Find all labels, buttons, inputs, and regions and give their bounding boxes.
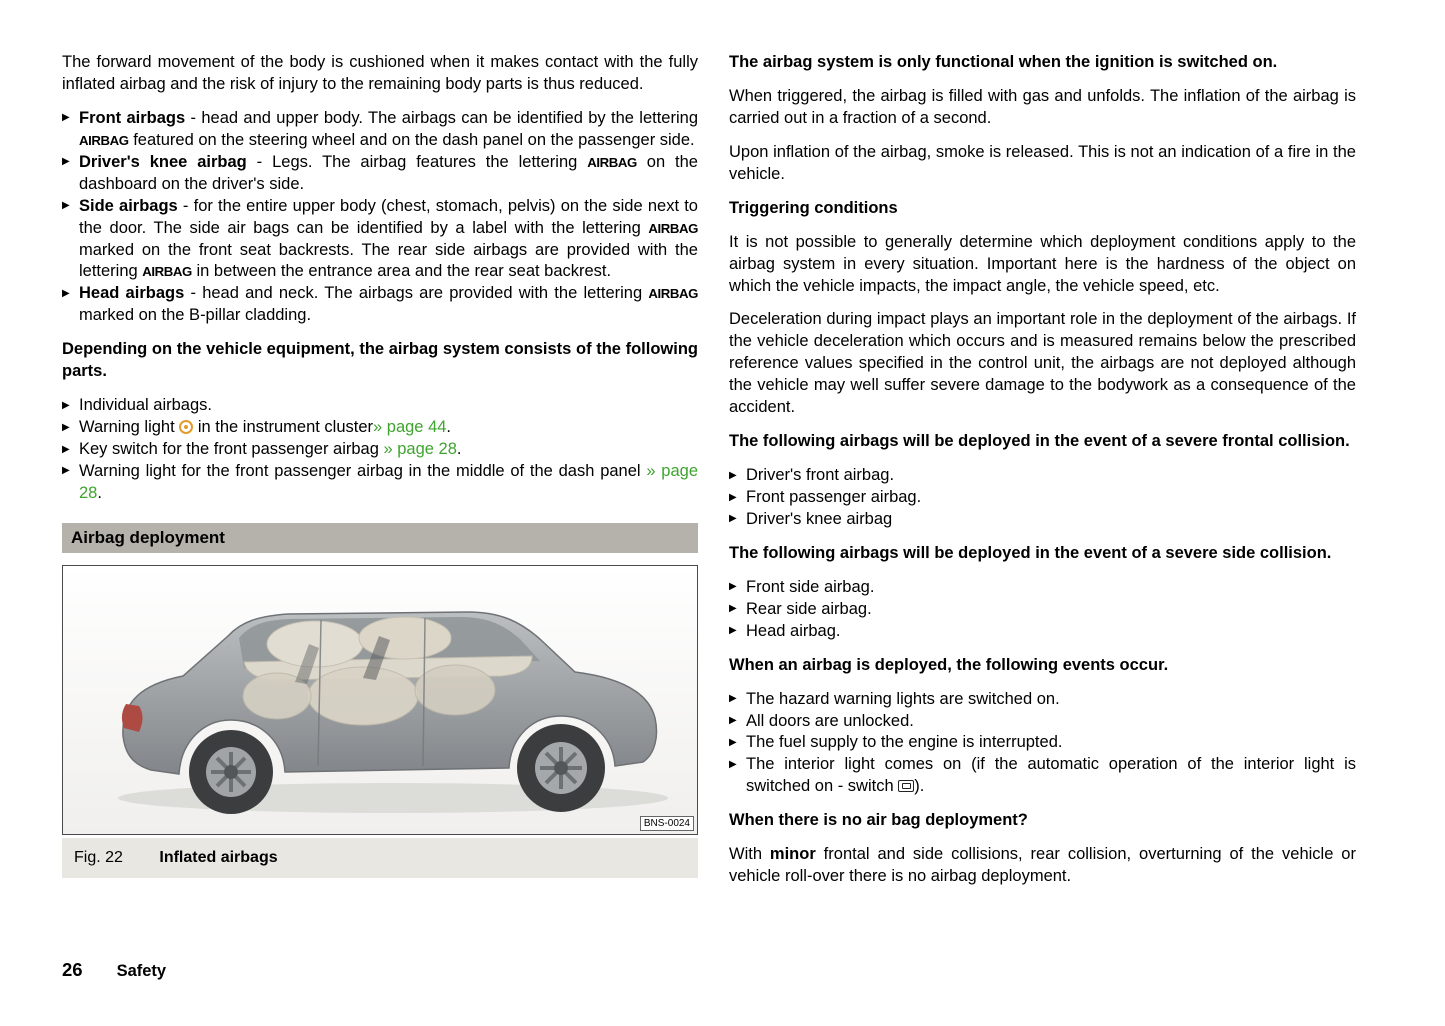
list-item-text [746,510,892,528]
paragraph-conditions: It is not possible to generally determine which deployment conditions apply to the airbag system in every situation. Important here is the hardness of the object on which the vehicle impacts, the impact angle, the vehicle speed, etc. [729,232,1356,295]
text-segment: Driver's front airbag. [746,466,895,485]
text-segment: - head and upper body. The airbags can be identified by the lettering [185,108,698,127]
list-item-text [79,197,698,281]
bullet-triangle-icon: ▶ [62,465,70,477]
text-segment: on the dashboard on the driver's side. [79,152,698,193]
list-item-text [746,600,872,618]
bullet-triangle-icon: ▶ [729,693,737,705]
list-item [62,283,698,327]
text-segment: Head airbags [79,284,185,303]
list-item [729,732,1356,754]
bullet-triangle-icon: ▶ [62,156,70,168]
bullet-triangle-icon: ▶ [729,469,737,481]
list-item-text [746,690,1060,708]
bullet-triangle-icon: ▶ [62,112,70,124]
page-number: 26 [62,959,83,980]
bullet-triangle-icon: ▶ [62,421,70,433]
text-segment: . [97,483,102,502]
text-segment: AIRBAG [142,264,192,280]
text-segment: Front side airbag. [746,577,875,596]
intro-paragraph: The forward movement of the body is cushioned when it makes contact with the fully inflated airbag and the risk of injury to the remaining body parts is thus reduced. [62,53,698,93]
list-item [729,711,1356,733]
list-item [62,152,698,196]
bullet-triangle-icon: ▶ [62,200,70,212]
left-column [62,52,698,878]
text-segment: AIRBAG [587,154,637,170]
figure-caption [62,838,698,877]
section-header-label: Airbag deployment [71,527,225,547]
list-item [62,395,698,417]
list-item [62,417,698,439]
deployment-events-heading: When an airbag is deployed, the following events occur. [729,655,1169,674]
list-item [729,577,1356,599]
page-reference-link[interactable]: » page 44 [373,418,447,437]
car-airbags-illustration [63,566,697,834]
equipment-heading: Depending on the vehicle equipment, the airbag system consists of the following parts. [62,340,698,381]
no-deployment-heading: When there is no air bag deployment? [729,811,1028,830]
list-item-text [746,578,874,596]
list-item [729,465,1356,487]
text-segment: marked on the front seat backrests. The rear side airbags are provided with the lettering [79,240,698,281]
text-segment: in between the entrance area and the rear seat backrest. [191,262,612,281]
bullet-triangle-icon: ▶ [62,287,70,299]
bullet-triangle-icon: ▶ [729,715,737,726]
text-segment: minor [769,845,816,864]
text-segment: AIRBAG [79,132,129,148]
list-item-text [79,153,698,193]
text-segment: frontal and side collisions, rear collision, overturning of the vehicle or vehicle roll-over there is no airbag deployment. [729,845,1356,886]
paragraph-deceleration: Deceleration during impact plays an important role in the deployment of the airbags. If the vehicle deceleration which occurs and is measured remains below the prescribed reference values specified in the control unit, the airbags are not deployed although the vehicle may well suffer severe damage to the bodywork as a consequence of the accident. [729,310,1356,417]
interior-light-switch-icon [898,780,914,792]
list-item-text [746,488,921,506]
text-segment: Warning light for the front passenger airbag in the middle of the dash panel [79,461,647,480]
text-segment: The interior light comes on (if the automatic operation of the interior light is switched on - switch [746,755,1356,796]
bullet-triangle-icon: ▶ [729,581,737,593]
bullet-triangle-icon: ▶ [729,513,737,525]
text-segment: AIRBAG [648,220,698,236]
paragraph-smoke: Upon inflation of the airbag, smoke is released. This is not an indication of a fire in the vehicle. [729,142,1356,183]
list-item [729,509,1356,531]
text-segment: ). [914,777,925,796]
list-item-text [79,284,698,324]
text-segment: The fuel supply to the engine is interrupted. [746,733,1063,752]
list-item-text [746,712,914,730]
text-segment: - head and neck. The airbags are provided with the lettering [184,284,649,303]
figure-number: Fig. 22 [74,849,123,867]
right-column [729,52,1356,900]
text-segment: Head airbag. [746,621,841,640]
list-item-text [746,466,894,484]
figure-title: Inflated airbags [159,849,278,867]
chapter-title: Safety [116,962,167,980]
list-item-text [79,396,212,414]
deployment-events-list [729,689,1356,799]
airbag-types-list [62,108,698,327]
frontal-collision-heading: The following airbags will be deployed in the event of a severe frontal collision. [729,432,1350,451]
bullet-triangle-icon: ▶ [62,443,70,455]
text-segment: The hazard warning lights are switched on. [746,689,1060,708]
list-item [729,689,1356,711]
text-segment: Driver's knee airbag [746,509,893,528]
text-segment: With [729,845,770,864]
text-segment: in the instrument cluster [193,418,374,437]
side-airbags-list [729,577,1356,643]
text-segment: Driver's knee airbag [79,152,247,171]
list-item [729,621,1356,643]
bullet-triangle-icon: ▶ [62,399,70,411]
list-item-text [79,109,698,149]
text-segment: . [446,418,452,437]
triggering-conditions-heading: Triggering conditions [729,198,898,217]
bullet-triangle-icon: ▶ [729,736,737,748]
list-item-text [79,418,451,436]
page-reference-link[interactable]: » page 28 [79,461,699,502]
list-item [62,196,698,284]
text-segment: All doors are unlocked. [746,711,914,730]
text-segment: Front airbags [79,108,186,127]
text-segment: AIRBAG [648,286,698,302]
text-segment: Front passenger airbag. [746,488,922,506]
text-segment: Side airbags [79,196,178,215]
section-header-airbag-deployment [62,523,698,554]
text-segment: Individual airbags. [79,396,212,415]
no-deployment-paragraph [729,844,1356,888]
equipment-list [62,395,698,505]
list-item [729,754,1356,798]
figure-code: BNS-0024 [640,816,694,831]
text-segment: Warning light [79,418,180,437]
list-item-text [746,733,1062,751]
bullet-triangle-icon: ▶ [729,625,737,637]
list-item [62,461,698,505]
ignition-heading: The airbag system is only functional when the ignition is switched on. [729,53,1278,71]
list-item-text [79,462,698,502]
bullet-triangle-icon: ▶ [729,491,737,503]
text-segment: - Legs. The airbag features the lettering [246,152,588,171]
list-item-text [746,755,1356,795]
frontal-airbags-list [729,465,1356,531]
text-segment: - for the entire upper body (chest, stomach, pelvis) on the side next to the door. The side air bags can be identified by a label with the lettering [79,196,698,237]
list-item [62,108,698,152]
text-segment: . [456,440,462,458]
list-item [62,439,698,461]
list-item-text [746,622,840,640]
text-segment: marked on the B-pillar cladding. [79,306,312,325]
text-segment: featured on the steering wheel and on the dash panel on the passenger side. [128,130,695,149]
bullet-triangle-icon: ▶ [729,603,737,615]
page-reference-link[interactable]: » page 28 [383,440,457,458]
bullet-triangle-icon: ▶ [729,758,737,770]
list-item [729,487,1356,509]
paragraph-triggered: When triggered, the airbag is filled with gas and unfolds. The inflation of the airbag is carried out in a fraction of a second. [729,86,1356,127]
list-item-text [79,440,462,458]
side-collision-heading: The following airbags will be deployed in the event of a severe side collision. [729,543,1332,562]
text-segment: Key switch for the front passenger airbag [79,440,384,458]
page-footer [62,958,166,983]
list-item [729,599,1356,621]
figure-inflated-airbags [62,565,698,835]
airbag-warning-light-icon [179,420,193,434]
text-segment: Rear side airbag. [746,599,872,618]
